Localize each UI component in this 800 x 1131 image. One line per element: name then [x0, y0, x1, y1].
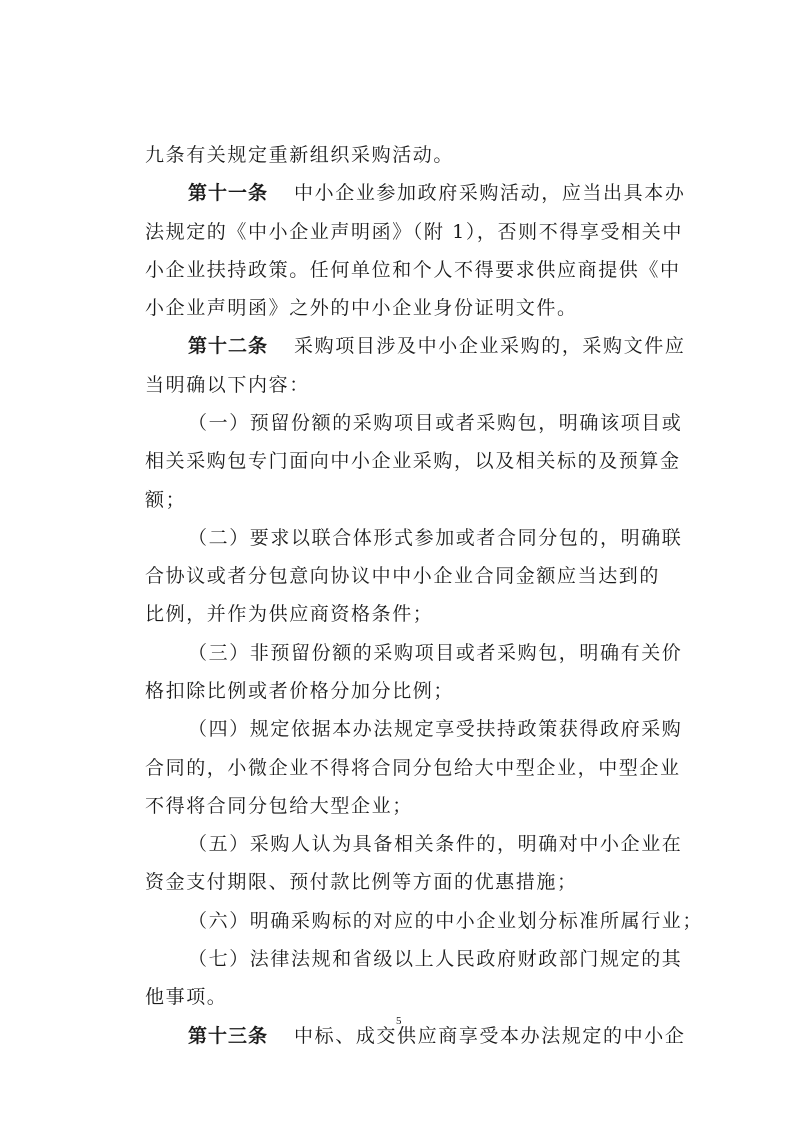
article-12-line: 第十二条 采购项目涉及中小企业采购的，采购文件应 — [188, 335, 686, 357]
article-11-line: 第十一条 中小企业参加政府采购活动，应当出具本办 — [188, 182, 686, 204]
text-line: 资金支付期限、预付款比例等方面的优惠措施； — [145, 871, 578, 893]
text-line: 小企业扶持政策。任何单位和个人不得要求供应商提供《中 — [145, 259, 681, 281]
text-line: 合协议或者分包意向协议中中小企业合同金额应当达到的 — [145, 565, 661, 587]
text-line: 额； — [145, 489, 187, 511]
text-line: 相关采购包专门面向中小企业采购，以及相关标的及预算金 — [145, 450, 681, 472]
article-label: 第十三条 — [188, 1025, 269, 1047]
text-line: 格扣除比例或者价格分加分比例； — [145, 680, 455, 702]
clause-line: （五）采购人认为具备相关条件的，明确对中小企业在 — [188, 833, 683, 855]
text-line: 不得将合同分包给大型企业； — [145, 795, 413, 817]
text-line: 九条有关规定重新组织采购活动。 — [145, 144, 455, 166]
text-line: 小企业声明函》之外的中小企业身份证明文件。 — [145, 297, 578, 319]
text-line: 合同的，小微企业不得将合同分包给大中型企业，中型企业 — [145, 757, 681, 779]
article-label: 第十一条 — [188, 182, 269, 204]
clause-line: （七）法律法规和省级以上人民政府财政部门规定的其 — [188, 948, 683, 970]
text-line: 当明确以下内容： — [145, 374, 310, 396]
clause-line: （六）明确采购标的对应的中小企业划分标准所属行业； — [188, 910, 704, 932]
clause-line: （四）规定依据本办法规定享受扶持政策获得政府采购 — [188, 718, 683, 740]
article-13-line: 第十三条 中标、成交供应商享受本办法规定的中小企 — [188, 1025, 686, 1047]
text-line: 他事项。 — [145, 986, 228, 1008]
clause-line: （一）预留份额的采购项目或者采购包，明确该项目或 — [188, 412, 683, 434]
article-label: 第十二条 — [188, 335, 269, 357]
text-line: 比例，并作为供应商资格条件； — [145, 603, 434, 625]
page-number: 5 — [396, 1015, 402, 1027]
clause-line: （三）非预留份额的采购项目或者采购包，明确有关价 — [188, 642, 683, 664]
text-line: 法规定的《中小企业声明函》（附 1），否则不得享受相关中 — [145, 221, 683, 243]
clause-line: （二）要求以联合体形式参加或者合同分包的，明确联 — [188, 527, 683, 549]
